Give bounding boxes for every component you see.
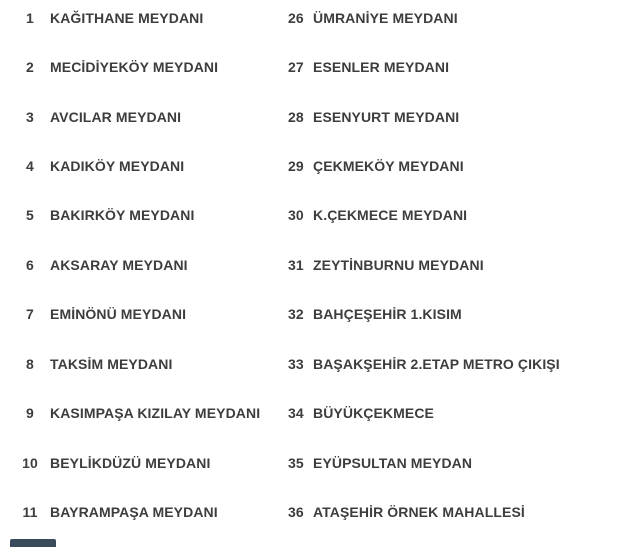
- item-number: 4: [26, 158, 34, 175]
- item-number: 5: [26, 207, 34, 224]
- item-number: 34: [288, 405, 304, 422]
- item-name: ZEYTİNBURNU MEYDANI: [313, 256, 484, 273]
- list-row: [0, 290, 620, 339]
- item-number: 9: [26, 405, 34, 422]
- item-name: BAHÇEŞEHİR 1.KISIM: [313, 306, 462, 323]
- item-name: TAKSİM MEYDANI: [50, 355, 173, 372]
- list-row: [0, 487, 620, 536]
- list-row: [0, 389, 620, 438]
- list-item: [288, 455, 472, 471]
- list-row: [0, 191, 620, 240]
- list-row: [0, 92, 620, 141]
- list-row: [0, 42, 620, 91]
- list-item: [288, 59, 449, 75]
- item-name: BAŞAKŞEHİR 2.ETAP METRO ÇIKIŞI: [313, 355, 560, 372]
- list-row: [0, 339, 620, 388]
- list-row: [0, 0, 620, 42]
- item-name: K.ÇEKMECE MEYDANI: [313, 207, 468, 224]
- list-item: [288, 207, 467, 223]
- list-item: [0, 356, 288, 372]
- item-name: MECİDİYEKÖY MEYDANI: [50, 59, 219, 76]
- item-name: EMİNÖNÜ MEYDANI: [50, 306, 187, 323]
- item-name: ESENYURT MEYDANI: [313, 108, 460, 125]
- list-item: [288, 306, 462, 322]
- item-number: 10: [22, 454, 38, 471]
- item-number: 30: [288, 207, 304, 224]
- list-item: [288, 356, 560, 372]
- item-name: KADIKÖY MEYDANI: [50, 158, 185, 175]
- list-item: [288, 257, 484, 273]
- item-number: 32: [288, 306, 304, 323]
- item-number: 8: [26, 355, 34, 372]
- list-item: [0, 10, 288, 26]
- item-number: 36: [288, 504, 304, 521]
- list-item: [288, 10, 458, 26]
- item-name: KAĞITHANE MEYDANI: [50, 9, 204, 26]
- list-item: [0, 109, 288, 125]
- item-number: 35: [288, 454, 304, 471]
- list-item: [0, 455, 288, 471]
- list-row: [0, 438, 620, 487]
- list-item: [288, 405, 434, 421]
- item-number: 28: [288, 108, 304, 125]
- item-number: 1: [26, 9, 34, 26]
- item-number: 11: [22, 504, 38, 521]
- cutoff-thumbnail: [10, 539, 56, 547]
- item-number: 26: [288, 9, 304, 26]
- list-item: [0, 158, 288, 174]
- item-name: ÜMRANİYE MEYDANI: [313, 9, 458, 26]
- list-row: [0, 240, 620, 289]
- item-number: 31: [288, 256, 304, 273]
- item-number: 7: [26, 306, 34, 323]
- item-number: 33: [288, 355, 304, 372]
- list-row: [0, 141, 620, 190]
- item-number: 2: [26, 59, 34, 76]
- item-name: ATAŞEHİR ÖRNEK MAHALLESİ: [313, 504, 525, 521]
- item-number: 6: [26, 256, 34, 273]
- list-item: [0, 257, 288, 273]
- item-name: BAYRAMPAŞA MEYDANI: [50, 504, 218, 521]
- item-number: 3: [26, 108, 34, 125]
- list-item: [288, 158, 464, 174]
- item-name: BEYLİKDÜZÜ MEYDANI: [50, 454, 211, 471]
- item-name: KASIMPAŞA KIZILAY MEYDANI: [50, 405, 261, 422]
- item-name: ESENLER MEYDANI: [313, 59, 450, 76]
- item-name: ÇEKMEKÖY MEYDANI: [313, 158, 464, 175]
- list-item: [288, 109, 459, 125]
- item-name: BAKIRKÖY MEYDANI: [50, 207, 195, 224]
- item-number: 29: [288, 158, 304, 175]
- list-item: [288, 504, 525, 520]
- item-name: EYÜPSULTAN MEYDAN: [313, 454, 473, 471]
- list-item: [0, 207, 288, 223]
- item-number: 27: [288, 59, 304, 76]
- item-name: AKSARAY MEYDANI: [50, 256, 188, 273]
- list-item: [0, 504, 288, 520]
- item-name: AVCILAR MEYDANI: [50, 108, 182, 125]
- list-item: [0, 405, 288, 421]
- item-name: BÜYÜKÇEKMECE: [313, 405, 434, 422]
- list-item: [0, 59, 288, 75]
- list-item: [0, 306, 288, 322]
